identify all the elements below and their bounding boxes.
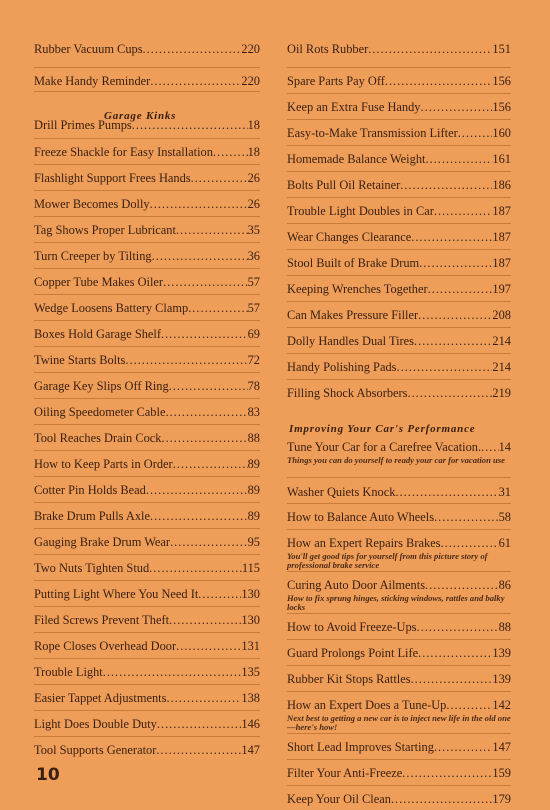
section-heading: Improving Your Car's Performance <box>289 423 476 435</box>
toc-entry <box>287 328 511 354</box>
entry-page: 26 <box>247 171 260 185</box>
entry-title: Tune Your Car for a Carefree Vacation. <box>287 440 482 454</box>
toc-entry <box>34 737 260 761</box>
entry-page: 139 <box>492 646 511 660</box>
right-column <box>287 42 511 810</box>
entry-page: 147 <box>492 740 511 754</box>
entry-title: How to Keep Parts in Order <box>34 457 173 471</box>
entry-page: 214 <box>492 360 511 374</box>
entry-title: Garage Key Slips Off Ring <box>34 379 169 393</box>
toc-entry <box>34 399 260 425</box>
entry-title: Trouble Light <box>34 665 103 679</box>
entry-page: 186 <box>492 178 511 192</box>
entry-page: 214 <box>492 334 511 348</box>
toc-entry <box>34 607 260 633</box>
toc-entry <box>34 295 260 321</box>
toc-entry <box>287 786 511 810</box>
entry-title: Brake Drum Pulls Axle <box>34 509 150 523</box>
toc-entry <box>34 243 260 269</box>
entry-title: Trouble Light Doubles in Car <box>287 204 434 218</box>
entry-title: Putting Light Where You Need It <box>34 587 199 601</box>
entry-title: Stool Built of Brake Drum <box>287 256 420 270</box>
entry-page: 78 <box>247 379 260 393</box>
entry-page: 26 <box>247 197 260 211</box>
entry-page: 88 <box>247 431 260 445</box>
toc-entry <box>287 640 511 666</box>
entry-page: 72 <box>247 353 260 367</box>
toc-entry <box>287 504 511 530</box>
toc-entry <box>287 572 511 614</box>
entry-title: Copper Tube Makes Oiler <box>34 275 164 289</box>
entry-title: Can Makes Pressure Filler <box>287 308 419 322</box>
toc-entry <box>34 711 260 737</box>
entry-page: 86 <box>498 578 511 592</box>
entry-title: Keep Your Oil Clean <box>287 792 391 806</box>
toc-entry <box>34 165 260 191</box>
toc-entry <box>287 172 511 198</box>
toc-entry <box>34 139 260 165</box>
entry-page: 14 <box>498 440 511 454</box>
entry-title: Tool Supports Generator <box>34 743 157 757</box>
entry-title: Tool Reaches Drain Cock <box>34 431 162 445</box>
entry-page: 159 <box>492 766 511 780</box>
toc-entry <box>287 692 511 734</box>
entry-page: 187 <box>492 230 511 244</box>
entry-title: Filling Shock Absorbers <box>287 386 408 400</box>
entry-title: Spare Parts Pay Off <box>287 74 385 88</box>
entry-title: Cotter Pin Holds Bead <box>34 483 146 497</box>
entry-page: 83 <box>247 405 260 419</box>
toc-entry <box>287 224 511 250</box>
entry-title: How an Expert Does a Tune-Up <box>287 698 447 712</box>
entry-page: 57 <box>247 301 260 315</box>
toc-entry <box>34 581 260 607</box>
toc-entry <box>287 42 511 68</box>
toc-entry <box>34 503 260 529</box>
entry-page: 58 <box>498 510 511 524</box>
entry-page: 208 <box>492 308 511 322</box>
entry-description: Things you can do yourself to ready your car for vacation use <box>287 455 505 465</box>
toc-entry <box>34 42 260 68</box>
entry-title: Easier Tappet Adjustments <box>34 691 167 705</box>
toc-entry <box>34 529 260 555</box>
entry-page: 135 <box>241 665 260 679</box>
entry-title: Filed Screws Prevent Theft <box>34 613 170 627</box>
toc-entry <box>287 380 511 404</box>
toc-entry <box>287 436 511 478</box>
entry-page: 219 <box>492 386 511 400</box>
toc-entry <box>34 659 260 685</box>
entry-page: 187 <box>492 204 511 218</box>
entry-title: Filter Your Anti-Freeze <box>287 766 403 780</box>
entry-page: 156 <box>492 74 511 88</box>
toc-entry <box>287 276 511 302</box>
entry-page: 197 <box>492 282 511 296</box>
entry-title: Easy-to-Make Transmission Lifter <box>287 126 458 140</box>
entry-title: Two Nuts Tighten Stud <box>34 561 150 575</box>
entry-page: 88 <box>498 620 511 634</box>
entry-description: Next best to getting a new car is to inject new life in the old one—here's how! <box>287 713 511 732</box>
toc-entry <box>34 685 260 711</box>
page-number: 10 <box>36 765 60 785</box>
entry-page: 130 <box>241 613 260 627</box>
entry-title: Curing Auto Door Ailments <box>287 578 426 592</box>
entry-page: 130 <box>241 587 260 601</box>
entry-description: How to fix sprung hinges, sticking windows, rattles and balky locks <box>287 593 505 612</box>
entry-title: Wedge Loosens Battery Clamp <box>34 301 189 315</box>
entry-page: 142 <box>492 698 511 712</box>
entry-page: 220 <box>241 42 260 56</box>
toc-entry <box>34 68 260 92</box>
entry-title: Mower Becomes Dolly <box>34 197 150 211</box>
entry-page: 138 <box>241 691 260 705</box>
entry-page: 179 <box>492 792 511 806</box>
toc-entry <box>34 373 260 399</box>
toc-entry <box>34 633 260 659</box>
entry-page: 161 <box>492 152 511 166</box>
toc-entry <box>34 217 260 243</box>
toc-entry <box>34 269 260 295</box>
entry-title: Tag Shows Proper Lubricant <box>34 223 176 237</box>
entry-page: 220 <box>241 74 260 88</box>
toc-entry <box>34 321 260 347</box>
toc-entry <box>287 198 511 224</box>
entry-title: How to Avoid Freeze-Ups <box>287 620 417 634</box>
toc-entry <box>287 666 511 692</box>
entry-page: 115 <box>241 561 260 575</box>
entry-title: How to Balance Auto Wheels <box>287 510 435 524</box>
entry-title: Gauging Brake Drum Wear <box>34 535 171 549</box>
entry-page: 160 <box>492 126 511 140</box>
entry-title: Dolly Handles Dual Tires <box>287 334 415 348</box>
entry-title: Keep an Extra Fuse Handy <box>287 100 421 114</box>
entry-title: Homemade Balance Weight <box>287 152 426 166</box>
toc-entry <box>287 354 511 380</box>
entry-title: Light Does Double Duty <box>34 717 157 731</box>
section-heading: Garage Kinks <box>104 110 177 122</box>
entry-title: Rubber Kit Stops Rattles <box>287 672 411 686</box>
entry-title: Oiling Speedometer Cable <box>34 405 166 419</box>
entry-title: Drill Primes Pumps <box>34 118 132 132</box>
toc-entry <box>34 555 260 581</box>
entry-title: Rubber Vacuum Cups <box>34 42 143 56</box>
toc-entry <box>287 478 511 504</box>
left-column <box>34 42 260 761</box>
entry-description: You'll get good tips for yourself from this picture story of professional brake service <box>287 551 488 570</box>
toc-entry <box>287 734 511 760</box>
toc-entry <box>287 302 511 328</box>
entry-title: Handy Polishing Pads <box>287 360 397 374</box>
entry-page: 131 <box>241 639 260 653</box>
entry-page: 18 <box>247 145 260 159</box>
entry-title: Keeping Wrenches Together <box>287 282 428 296</box>
entry-page: 69 <box>247 327 260 341</box>
entry-page: 156 <box>492 100 511 114</box>
entry-title: Make Handy Reminder <box>34 74 151 88</box>
toc-entry <box>287 94 511 120</box>
entry-title: Oil Rots Rubber <box>287 42 369 56</box>
entry-page: 31 <box>498 485 511 499</box>
toc-entry <box>34 191 260 217</box>
entry-page: 35 <box>247 223 260 237</box>
entry-page: 147 <box>241 743 260 757</box>
entry-page: 89 <box>247 457 260 471</box>
toc-entry <box>287 120 511 146</box>
toc-entry <box>287 530 511 572</box>
entry-page: 61 <box>498 536 511 550</box>
toc-entry <box>287 250 511 276</box>
entry-title: How an Expert Repairs Brakes <box>287 536 441 550</box>
entry-title: Washer Quiets Knock <box>287 485 396 499</box>
toc-entry <box>34 347 260 373</box>
entry-title: Flashlight Support Frees Hands <box>34 171 191 185</box>
entry-title: Bolts Pull Oil Retainer <box>287 178 401 192</box>
entry-title: Boxes Hold Garage Shelf <box>34 327 161 341</box>
toc-entry <box>34 425 260 451</box>
entry-title: Guard Prolongs Point Life <box>287 646 419 660</box>
entry-page: 57 <box>247 275 260 289</box>
entry-title: Twine Starts Bolts <box>34 353 126 367</box>
toc-entry <box>287 68 511 94</box>
entry-title: Short Lead Improves Starting <box>287 740 434 754</box>
toc-entry <box>287 614 511 640</box>
entry-page: 146 <box>241 717 260 731</box>
entry-page: 36 <box>247 249 260 263</box>
entry-page: 18 <box>247 118 260 132</box>
toc-entry <box>34 451 260 477</box>
entry-page: 95 <box>247 535 260 549</box>
entry-title: Rope Closes Overhead Door <box>34 639 177 653</box>
entry-title: Wear Changes Clearance <box>287 230 412 244</box>
entry-page: 151 <box>492 42 511 56</box>
entry-page: 89 <box>247 509 260 523</box>
entry-page: 187 <box>492 256 511 270</box>
toc-entry <box>287 760 511 786</box>
toc-entry <box>34 477 260 503</box>
entry-title: Freeze Shackle for Easy Installation <box>34 145 213 159</box>
entry-title: Turn Creeper by Tilting <box>34 249 152 263</box>
entry-page: 139 <box>492 672 511 686</box>
entry-page: 89 <box>247 483 260 497</box>
toc-entry <box>287 146 511 172</box>
